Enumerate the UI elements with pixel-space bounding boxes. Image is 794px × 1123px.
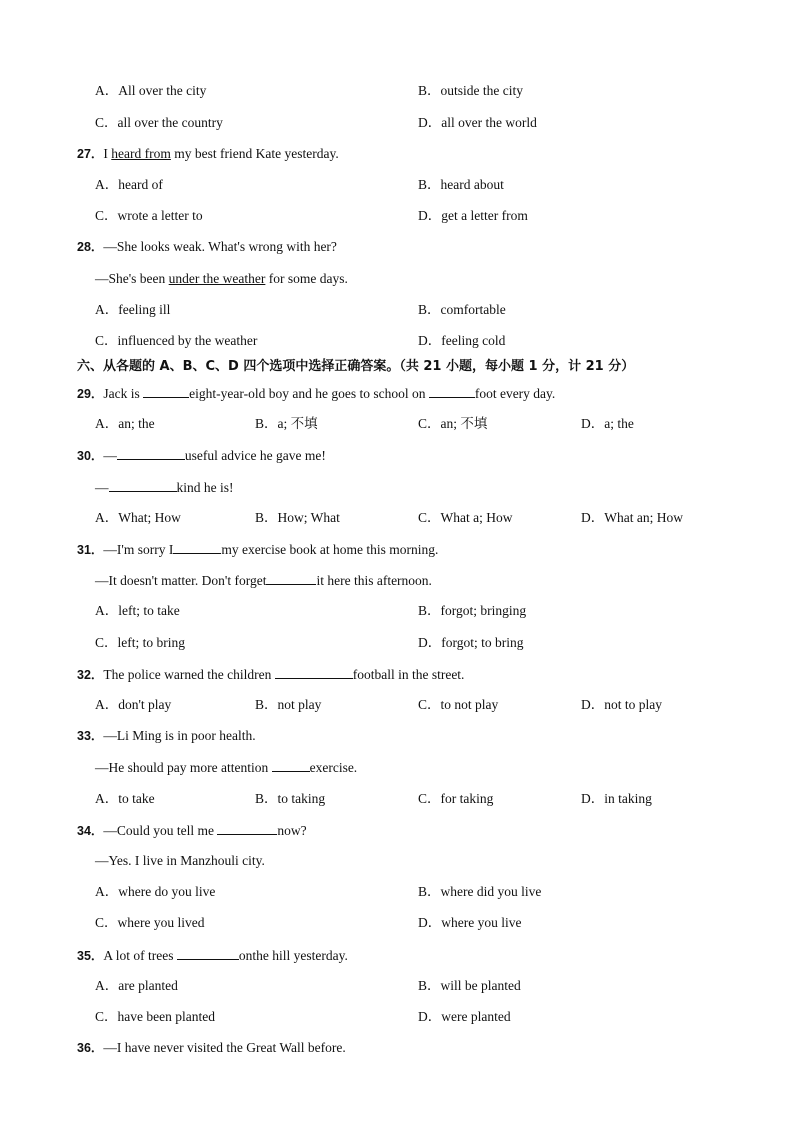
stem-text: my best friend Kate yesterday.	[170, 146, 339, 161]
stem-text: it here this afternoon.	[316, 573, 432, 588]
answer-blank	[272, 759, 310, 772]
q26-option-b: B．outside the city	[418, 83, 523, 98]
q35-option-c: C．have been planted	[95, 1009, 215, 1024]
q33-stem-line2	[95, 759, 357, 776]
q34-option-b: B．where did you live	[418, 884, 542, 899]
question-number: 30．	[77, 449, 104, 463]
q33-option-a: A．to take	[95, 791, 155, 806]
stem-text: A lot of trees	[103, 948, 177, 963]
q34-option-a: A．where do you live	[95, 884, 216, 899]
q28-option-d: D．feeling cold	[418, 333, 506, 348]
underlined-phrase: heard from	[111, 146, 171, 161]
answer-blank	[109, 479, 177, 492]
q27-option-b: B．heard about	[418, 177, 504, 192]
q34-option-d: D．where you live	[418, 915, 522, 930]
stem-text: kind he is!	[176, 480, 234, 495]
q28-option-c: C．influenced by the weather	[95, 333, 258, 348]
stem-text: —She looks weak. What's wrong with her?	[103, 239, 337, 254]
q29-option-c: C．an; 不填	[418, 416, 488, 431]
q32-stem	[77, 666, 464, 683]
answer-blank	[429, 385, 475, 398]
stem-text: —I'm sorry I	[103, 542, 174, 557]
q35-stem	[77, 947, 348, 964]
q27-stem	[77, 146, 339, 162]
q28-option-b: B．comfortable	[418, 302, 506, 317]
stem-text: my exercise book at home this morning.	[221, 542, 439, 557]
stem-text: —	[103, 448, 117, 463]
stem-text: for some days.	[265, 271, 348, 286]
q31-option-a: A．left; to take	[95, 603, 180, 618]
answer-blank	[177, 947, 239, 960]
underlined-phrase: under the weather	[168, 271, 266, 286]
stem-text: I	[103, 146, 112, 161]
q33-option-b: B．to taking	[255, 791, 326, 806]
q28-stem	[77, 239, 337, 255]
stem-text: Jack is	[103, 386, 144, 401]
q35-option-b: B．will be planted	[418, 978, 521, 993]
answer-blank	[275, 666, 353, 679]
question-number: 31．	[77, 543, 104, 557]
answer-blank	[217, 822, 277, 835]
q27-option-d: D．get a letter from	[418, 208, 528, 223]
q34-stem-line2: —Yes. I live in Manzhouli city.	[95, 853, 265, 868]
question-number: 29．	[77, 387, 104, 401]
q35-option-d: D．were planted	[418, 1009, 511, 1024]
q30-option-a: A．What; How	[95, 510, 181, 525]
q33-stem	[77, 728, 256, 744]
stem-text: foot every day.	[474, 386, 556, 401]
stem-text: football in the street.	[352, 667, 465, 682]
q32-option-c: C．to not play	[418, 697, 499, 712]
q28-stem-line2	[95, 271, 348, 287]
stem-text: —She's been	[95, 271, 169, 286]
answer-blank	[173, 541, 221, 554]
q30-option-b: B．How; What	[255, 510, 340, 525]
stem-text: eight-year-old boy and he goes to school on	[189, 386, 429, 401]
q30-option-d: D．What an; How	[581, 510, 683, 525]
answer-blank	[266, 572, 316, 585]
stem-text: onthe hill yesterday.	[238, 948, 348, 963]
q27-option-c: C．wrote a letter to	[95, 208, 203, 223]
q34-stem	[77, 822, 307, 839]
question-number: 33．	[77, 729, 104, 743]
q33-option-c: C．for taking	[418, 791, 494, 806]
q29-stem	[77, 385, 555, 402]
q28-option-a: A．feeling ill	[95, 302, 171, 317]
stem-text: —Could you tell me	[103, 823, 218, 838]
stem-text: The police warned the children	[103, 667, 275, 682]
stem-text: —Li Ming is in poor health.	[103, 728, 256, 743]
stem-text: exercise.	[309, 760, 358, 775]
question-number: 36．	[77, 1041, 104, 1055]
stem-text: —I have never visited the Great Wall before.	[103, 1040, 346, 1055]
q31-stem-line2	[95, 572, 432, 589]
question-number: 32．	[77, 668, 104, 682]
question-number: 34．	[77, 824, 104, 838]
q32-option-a: A．don't play	[95, 697, 172, 712]
q35-option-a: A．are planted	[95, 978, 178, 993]
q31-option-b: B．forgot; bringing	[418, 603, 527, 618]
question-number: 28．	[77, 240, 104, 254]
question-number: 35．	[77, 949, 104, 963]
q31-option-c: C．left; to bring	[95, 635, 185, 650]
stem-text: —It doesn't matter. Don't forget	[95, 573, 267, 588]
q26-option-c: C．all over the country	[95, 115, 223, 130]
q30-stem-line2	[95, 479, 234, 496]
section-heading: 六、从各题的 A、B、C、D 四个选项中选择正确答案。（共 21 小题，每小题 1 分，计 21 分）	[77, 359, 635, 374]
q26-option-d: D．all over the world	[418, 115, 537, 130]
stem-text: —	[95, 480, 109, 495]
q29-option-a: A．an; the	[95, 416, 155, 431]
stem-text: —He should pay more attention	[95, 760, 272, 775]
q33-option-d: D．in taking	[581, 791, 652, 806]
question-number: 27．	[77, 147, 104, 161]
q29-option-b: B．a; 不填	[255, 416, 318, 431]
q31-stem	[77, 541, 438, 558]
answer-blank	[117, 447, 185, 460]
q32-option-d: D．not to play	[581, 697, 662, 712]
q32-option-b: B．not play	[255, 697, 322, 712]
q27-option-a: A．heard of	[95, 177, 163, 192]
q34-option-c: C．where you lived	[95, 915, 205, 930]
q31-option-d: D．forgot; to bring	[418, 635, 524, 650]
stem-text: useful advice he gave me!	[184, 448, 326, 463]
answer-blank	[143, 385, 189, 398]
q26-option-a: A．All over the city	[95, 83, 207, 98]
q30-stem	[77, 447, 326, 464]
stem-text: now?	[277, 823, 307, 838]
q29-option-d: D．a; the	[581, 416, 634, 431]
q36-stem	[77, 1040, 346, 1056]
q30-option-c: C．What a; How	[418, 510, 513, 525]
